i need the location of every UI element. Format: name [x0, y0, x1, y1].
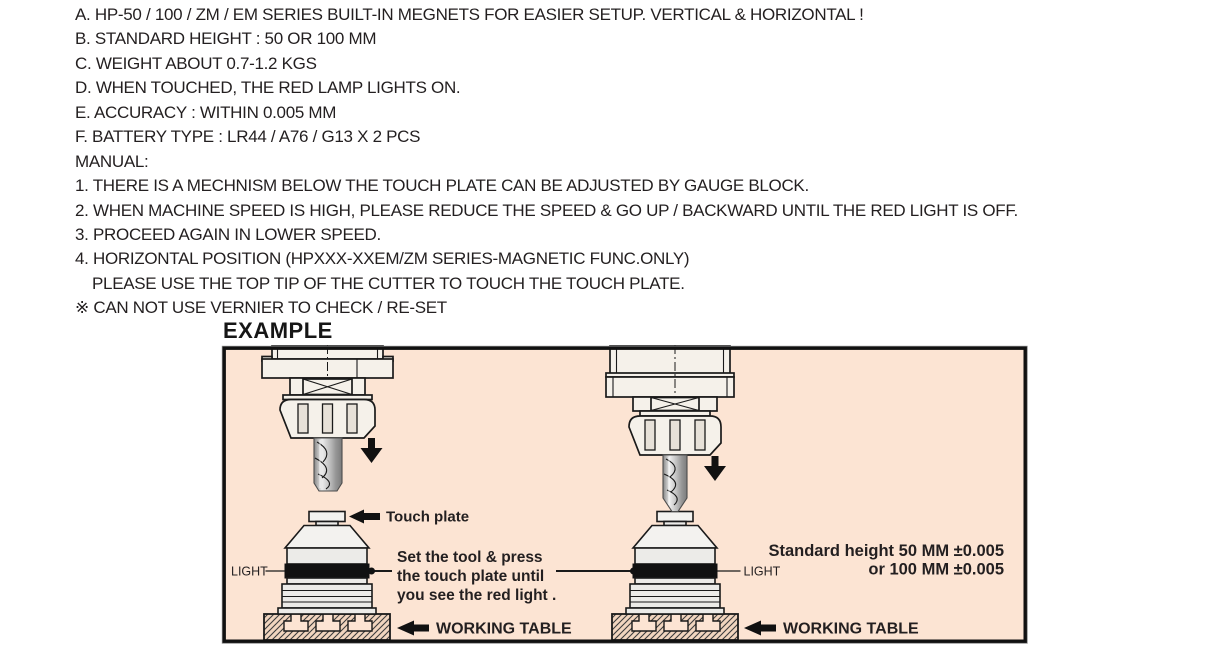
end-mill-cutter [314, 438, 342, 491]
spec-line-f: F. BATTERY TYPE : LR44 / A76 / G13 X 2 PCS [75, 127, 421, 147]
instruction-line-1: Set the tool & press [397, 549, 543, 566]
spec-line-b: B. STANDARD HEIGHT : 50 OR 100 MM [75, 29, 377, 49]
manual-step-4: 4. HORIZONTAL POSITION (HPXXX-XXEM/ZM SERIES-MAGNETIC FUNC.ONLY) [75, 249, 690, 269]
working-table-left [264, 614, 390, 640]
light-label-left: LIGHT [231, 564, 268, 579]
callout-dot-left [368, 568, 375, 575]
twist-drill-cutter [663, 455, 687, 512]
manual-step-4-continued: PLEASE USE THE TOP TIP OF THE CUTTER TO TOUCH THE TOUCH PLATE. [92, 273, 685, 293]
working-table-label-left: WORKING TABLE [436, 620, 572, 638]
manual-note: ※ CAN NOT USE VERNIER TO CHECK / RE-SET [75, 298, 447, 318]
spec-line-d: D. WHEN TOUCHED, THE RED LAMP LIGHTS ON. [75, 78, 461, 98]
instruction-line-3: you see the red light . [397, 587, 557, 604]
working-table-right [612, 614, 738, 640]
instruction-line-2: the touch plate until [397, 568, 545, 585]
standard-height-line-2: or 100 MM ±0.005 [868, 560, 1004, 579]
spec-line-e: E. ACCURACY : WITHIN 0.005 MM [75, 102, 337, 122]
spec-line-c: C. WEIGHT ABOUT 0.7-1.2 KGS [75, 53, 317, 73]
manual-heading: MANUAL: [75, 151, 149, 171]
example-heading: EXAMPLE [223, 318, 333, 343]
callout-dot-right [630, 568, 637, 575]
working-table-label-right: WORKING TABLE [783, 620, 919, 638]
touch-plate-label: Touch plate [386, 508, 470, 526]
spec-line-a: A. HP-50 / 100 / ZM / EM SERIES BUILT-IN MEGNETS FOR EASIER SETUP. VERTICAL & HORIZONTAL ! [75, 5, 864, 24]
manual-step-1: 1. THERE IS A MECHNISM BELOW THE TOUCH PLATE CAN BE ADJUSTED BY GAUGE BLOCK. [75, 176, 809, 196]
light-label-right: LIGHT [743, 564, 781, 579]
standard-height-line-1: Standard height 50 MM ±0.005 [768, 542, 1004, 560]
manual-step-3: 3. PROCEED AGAIN IN LOWER SPEED. [75, 224, 381, 244]
manual-step-2: 2. WHEN MACHINE SPEED IS HIGH, PLEASE REDUCE THE SPEED & GO UP / BACKWARD UNTIL THE RED LIGHT IS OFF. [75, 200, 1018, 220]
